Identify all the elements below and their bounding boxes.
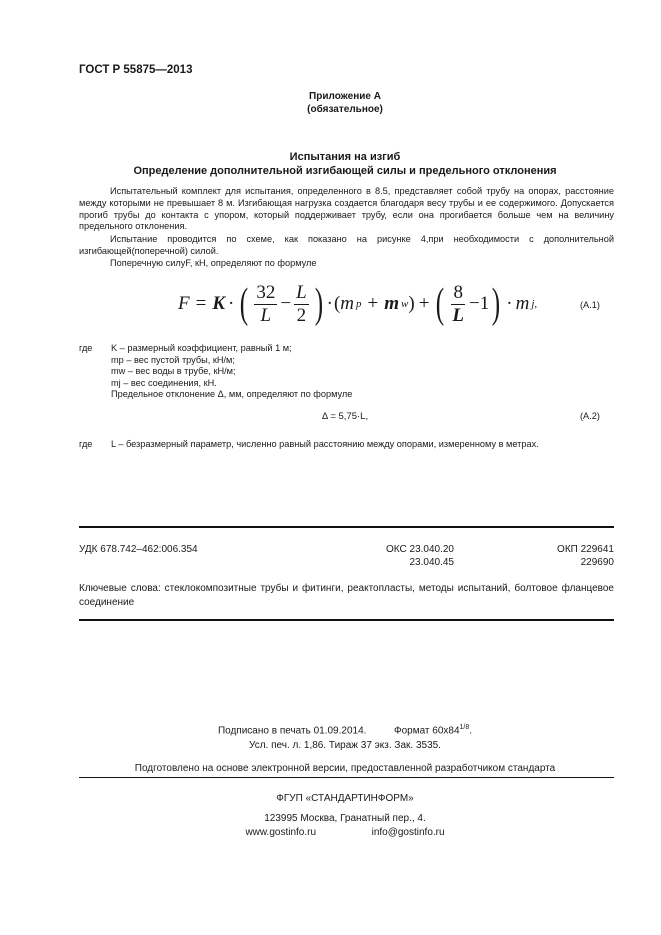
left-paren: ( bbox=[436, 281, 445, 327]
equation-number-a1: (А.1) bbox=[580, 300, 600, 310]
left-paren: ( bbox=[240, 281, 249, 327]
fraction-l-over-2: $\frac{L}{2}$ bbox=[296, 281, 307, 326]
divider-middle bbox=[79, 619, 614, 621]
close-bracket: ) bbox=[408, 293, 415, 314]
deflection-intro: Предельное отклонение Δ, мм, определяют по формуле bbox=[111, 389, 353, 400]
definition-l: L – безразмерный параметр, численно равный расстоянию между опорами, измеренному в метрах. bbox=[111, 439, 539, 449]
number-one: 1 bbox=[479, 293, 490, 314]
where-label: где bbox=[79, 343, 93, 353]
fraction-8-over-l: $\frac{8}{L}$ bbox=[452, 281, 465, 326]
var-f: F bbox=[178, 293, 190, 314]
variable-definitions bbox=[0, 343, 661, 403]
equals-sign: = bbox=[195, 293, 207, 314]
udk-code: УДК 678.742–462:006.354 bbox=[79, 544, 198, 555]
dot-operator: · bbox=[506, 293, 513, 314]
imprint-print-data: Подписано в печать 01.09.2014. Формат $60x84^{1/8}$. Усл. печ. л. 1,86. Тираж 37 экз. Зак. 3535. bbox=[70, 720, 620, 753]
section-title: Испытания на изгиб bbox=[289, 151, 401, 163]
fraction-32-over-l: $\frac{32}{L}$ bbox=[256, 281, 276, 326]
var-m-p: m bbox=[340, 293, 355, 314]
paragraph-test-scheme: Испытание проводится по схеме, как показано на рисунке 4,при необходимости с дополнительной изгибающей(поперечной) силой. bbox=[79, 234, 614, 256]
open-bracket: ( bbox=[333, 293, 341, 314]
definition-mp: mp – вес пустой трубы, кН/м; bbox=[111, 354, 235, 365]
keywords: Ключевые слова: стеклокомпозитные трубы и фитинги, реактопласты, методы испытаний, болтовое фланцевое соединение bbox=[79, 583, 614, 608]
minus-sign: − bbox=[469, 293, 480, 314]
website-link[interactable]: www.gostinfo.ru bbox=[245, 827, 317, 838]
oks-code-1: ОКС 23.040.20 bbox=[386, 544, 454, 555]
appendix-status: (обязательное) bbox=[307, 104, 383, 115]
divider-bottom bbox=[79, 777, 614, 778]
standard-id: ГОСТ Р 55875—2013 bbox=[79, 64, 193, 76]
definition-k: K – размерный коэффициент, равный 1 м; bbox=[111, 343, 292, 353]
publisher-contacts bbox=[70, 812, 620, 840]
paragraph-test-kit: Испытательный комплект для испытания, определенного в 8.5, представляет собой трубу на опорах, расстояние между которыми не превышает 8 м. Изгибающая нагрузка создается благодаря весу трубы и ее содержимого. Допускается прогиб трубы до контакта с упором, который поддерживает трубу, если она прогибается больше чем на величину предельного отклонения. bbox=[79, 186, 614, 232]
dot-operator: · bbox=[326, 293, 333, 314]
okp-codes bbox=[514, 544, 614, 569]
okp-code-2: 229690 bbox=[580, 556, 614, 568]
print-info: Усл. печ. л. 1,86. Тираж 37 экз. Зак. 3535. bbox=[249, 740, 441, 752]
paragraph-force-intro: Поперечную силуF, кН, определяют по формуле bbox=[110, 258, 317, 268]
divider-top bbox=[79, 526, 614, 528]
section-heading bbox=[70, 150, 620, 178]
parameter-definition bbox=[0, 439, 661, 453]
var-m-w: m bbox=[384, 293, 400, 314]
paper-format: Формат 60x84 bbox=[393, 725, 460, 737]
plus-sign: + bbox=[418, 293, 430, 314]
definition-mw: mw – вес воды в трубе, кН/м; bbox=[111, 366, 236, 377]
prepared-note: Подготовлено на основе электронной версии, предоставленной разработчиком стандарта bbox=[134, 763, 556, 774]
signed-date: Подписано в печать 01.09.2014. bbox=[217, 725, 367, 737]
okp-code-1: ОКП 229641 bbox=[557, 544, 614, 555]
publisher-name: ФГУП «СТАНДАРТИНФОРМ» bbox=[276, 793, 414, 804]
appendix-heading bbox=[70, 90, 620, 116]
section-subtitle: Определение дополнительной изгибающей силы и предельного отклонения bbox=[133, 165, 557, 177]
var-k: K bbox=[212, 293, 226, 314]
formula-a1: F = K · ( $\frac{32}{L}$ − $\frac{L}{2}$ ) · ( m p + m w ) + ( $\frac{8}{L}$ − 1 ) · m j , bbox=[178, 281, 538, 327]
definition-mj: mj – вес соединения, кН. bbox=[111, 377, 217, 388]
right-paren: ) bbox=[492, 281, 501, 327]
publisher-address: 123995 Москва, Гранатный пер., 4. bbox=[264, 813, 426, 824]
appendix-title: Приложение А bbox=[309, 91, 381, 102]
minus-sign: − bbox=[280, 293, 292, 314]
where-label: где bbox=[79, 439, 93, 449]
formula-a2: Δ = 5,75·L, bbox=[321, 411, 369, 422]
right-paren: ) bbox=[314, 281, 323, 327]
equation-number-a2: (А.2) bbox=[580, 411, 600, 421]
oks-code-2: 23.040.45 bbox=[409, 556, 454, 568]
var-m-j: m bbox=[515, 293, 530, 314]
oks-codes bbox=[362, 544, 454, 569]
plus-sign: + bbox=[367, 293, 379, 314]
email-link[interactable]: info@gostinfo.ru bbox=[371, 827, 445, 838]
dot-operator: · bbox=[228, 293, 235, 314]
